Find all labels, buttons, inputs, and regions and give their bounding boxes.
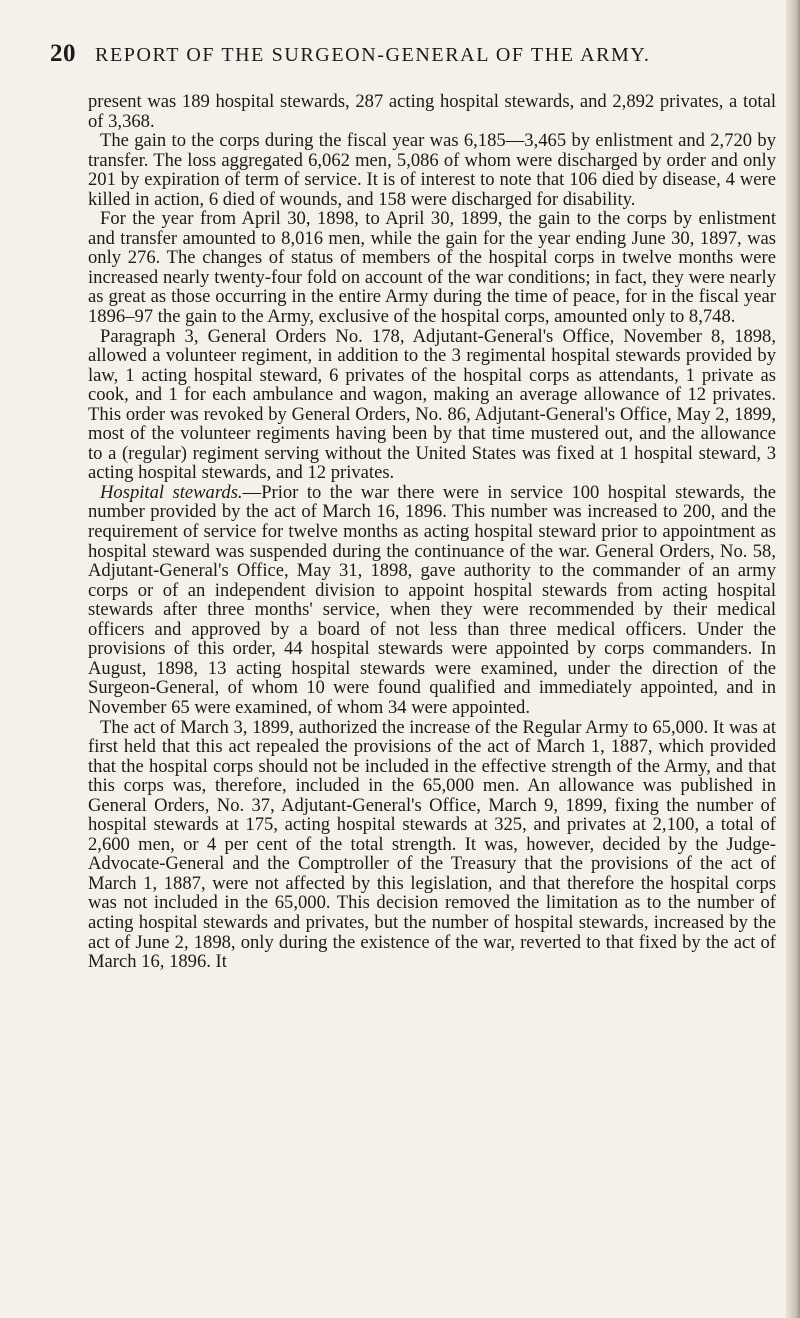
report-body [88,92,776,972]
section-heading: Hospital stewards. [100,481,243,503]
paragraph [88,483,776,718]
page-number: 20 [50,40,76,67]
paragraph [88,92,776,131]
paragraph [88,327,776,483]
paragraph [88,209,776,326]
paragraph-text: For the year from April 30, 1898, to April 30, 1899, the gain to the corps by enlistment and transfer amounted to 8,016 men, while the gain for the year ending June 30, 1897, was only 276. The changes of status of members of the hospital corps in twelve months were increased nearly twenty-four fold on account of the war conditions; in fact, they were nearly as great as those occurring in the entire Army during the time of peace, for in the fiscal year 1896–97 the gain to the Army, exclusive of the hospital corps, amounted only to 8,748. [88,208,776,328]
paragraph [88,131,776,209]
paragraph-text: —Prior to the war there were in service 100 hospital stewards, the number provided by the act of March 16, 1896. This number was increased to 200, and the requirement of service for twelve months as acting hospital steward prior to appointment as hospital steward was suspended during the continuance of the war. General Orders, No. 58, Adjutant-General's Office, May 31, 1898, gave authority to the commander of an army corps or of an independent division to appoint hospital stewards from acting hospital stewards after three months' service, when they were recommended by their medical officers and approved by a board of not less than three medical officers. Under the provisions of this order, 44 hospital stewards were appointed by corps commanders. In August, 1898, 13 acting hospital stewards were examined, under the direction of the Surgeon-General, of whom 10 were found qualified and immediately appointed, and in November 65 were examined, of whom 34 were appointed. [88,481,776,718]
running-head: REPORT OF THE SURGEON-GENERAL OF THE ARMY. [95,44,651,66]
paragraph-text: The act of March 3, 1899, authorized the increase of the Regular Army to 65,000. It was at first held that this act repealed the provisions of the act of March 1, 1887, which provided that the hospital corps should not be included in the effective strength of the Army, and that this corps was, therefore, included in the 65,000 men. An allowance was published in General Orders, No. 37, Adjutant-General's Office, March 9, 1899, fixing the number of hospital stewards at 175, acting hospital stewards at 325, and privates at 2,100, a total of 2,600 men, or 4 per cent of the total strength. It was, however, decided by the Judge-Advocate-General and the Comptroller of the Treasury that the provisions of the act of March 1, 1887, were not affected by this legislation, and that therefore the hospital corps was not included in the 65,000. This decision removed the limitation as to the number of acting hospital stewards and privates, but the number of hospital stewards, increased by the act of June 2, 1898, only during the existence of the war, reverted to that fixed by the act of March 16, 1896. It [88,716,776,973]
paragraph-text: present was 189 hospital stewards, 287 acting hospital stewards, and 2,892 privates, a total of 3,368. [88,91,776,132]
page-header [0,40,800,74]
paragraph-text: Paragraph 3, General Orders No. 178, Adjutant-General's Office, November 8, 1898, allowed a volunteer regiment, in addition to the 3 regimental hospital stewards provided by law, 1 acting hospital steward, 6 privates of the hospital corps as attendants, 1 private as cook, and 1 for each ambulance and wagon, making an average allowance of 12 privates. This order was revoked by General Orders, No. 86, Adjutant-General's Office, May 2, 1899, most of the volunteer regiments having been by that time mustered out, and the allowance to a (regular) regiment serving without the United States was fixed at 1 hospital steward, 3 acting hospital stewards, and 12 privates. [88,325,776,484]
paragraph [88,718,776,972]
page-edge [786,0,800,1318]
paragraph-text: The gain to the corps during the fiscal year was 6,185—3,465 by enlistment and 2,720 by transfer. The loss aggregated 6,062 men, 5,086 of whom were discharged by order and only 201 by expiration of term of service. It is of interest to note that 106 died by disease, 4 were killed in action, 6 died of wounds, and 158 were discharged for disability. [88,130,776,210]
